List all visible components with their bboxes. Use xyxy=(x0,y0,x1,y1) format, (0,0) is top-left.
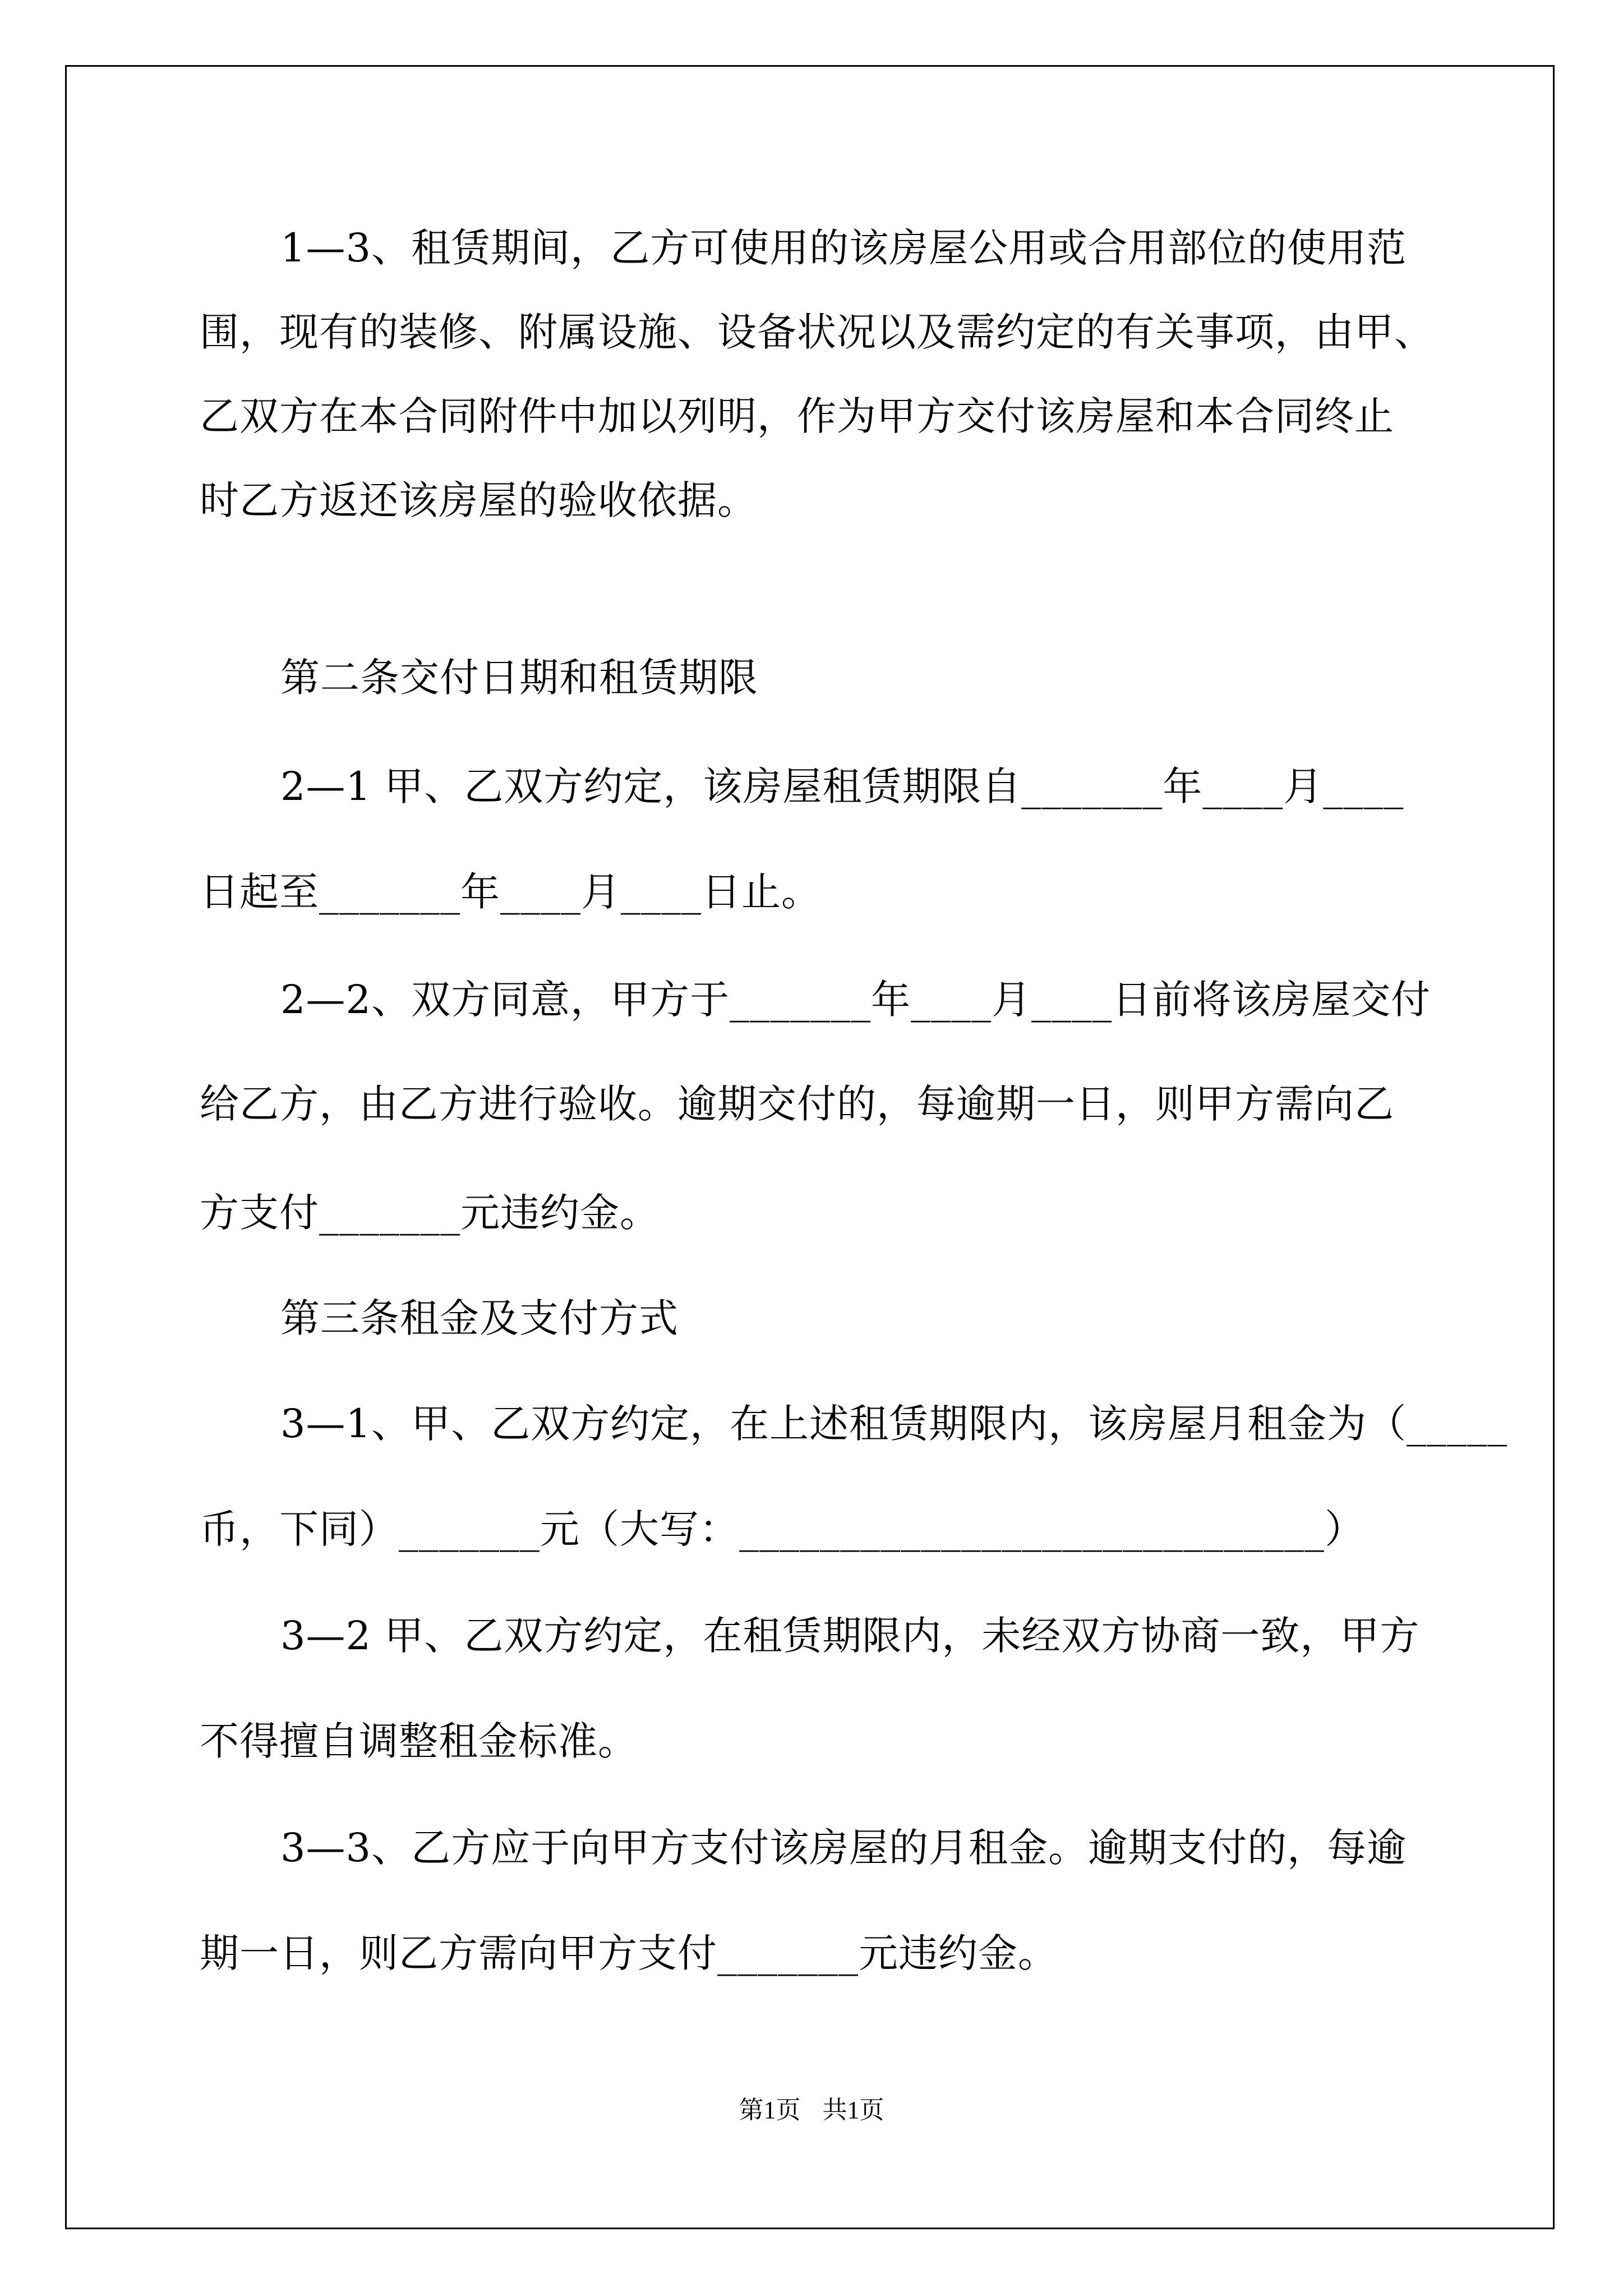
clause-2-2-line-2: 给乙方，由乙方进行验收。逾期交付的，每逾期一日，则甲方需向乙 xyxy=(200,1081,1394,1127)
clause-1-3-line-3: 乙双方在本合同附件中加以列明，作为甲方交付该房屋和本合同终止 xyxy=(200,393,1394,439)
clause-3-3-line-1: 3—3、乙方应于向甲方支付该房屋的月租金。逾期支付的，每逾 xyxy=(280,1825,1407,1871)
clause-2-1-line-2: 日起至_______年____月____日止。 xyxy=(200,869,821,915)
clause-1-3-line-2: 围，现有的装修、附属设施、设备状况以及需约定的有关事项，由甲、 xyxy=(200,309,1434,355)
clause-1-3-line-1: 1—3、租赁期间，乙方可使用的该房屋公用或合用部位的使用范 xyxy=(280,225,1407,271)
section-heading-article-3: 第三条租金及支付方式 xyxy=(280,1295,679,1341)
clause-1-3-line-4: 时乙方返还该房屋的验收依据。 xyxy=(200,477,757,523)
page-number: 第1页 xyxy=(739,2096,801,2124)
clause-3-1-line-1: 3—1、甲、乙双方约定，在上述租赁期限内，该房屋月租金为（_____ xyxy=(280,1401,1508,1447)
page-total: 共1页 xyxy=(822,2096,884,2124)
clause-3-2-line-2: 不得擅自调整租金标准。 xyxy=(200,1718,638,1764)
clause-2-2-line-1: 2—2、双方同意，甲方于_______年____月____日前将该房屋交付 xyxy=(280,977,1431,1023)
clause-3-1-line-2: 币，下同）_______元（大写：_____________________________） xyxy=(200,1506,1364,1552)
page-footer xyxy=(0,2093,1623,2127)
clause-2-2-line-3: 方支付_______元违约金。 xyxy=(200,1190,660,1236)
clause-2-1-line-1: 2—1 甲、乙双方约定，该房屋租赁期限自_______年____月____ xyxy=(280,763,1404,809)
clause-3-2-line-1: 3—2 甲、乙双方约定，在租赁期限内，未经双方协商一致，甲方 xyxy=(280,1613,1420,1659)
clause-3-3-line-2: 期一日，则乙方需向甲方支付_______元违约金。 xyxy=(200,1930,1058,1976)
section-heading-article-2: 第二条交付日期和租赁期限 xyxy=(280,655,758,701)
